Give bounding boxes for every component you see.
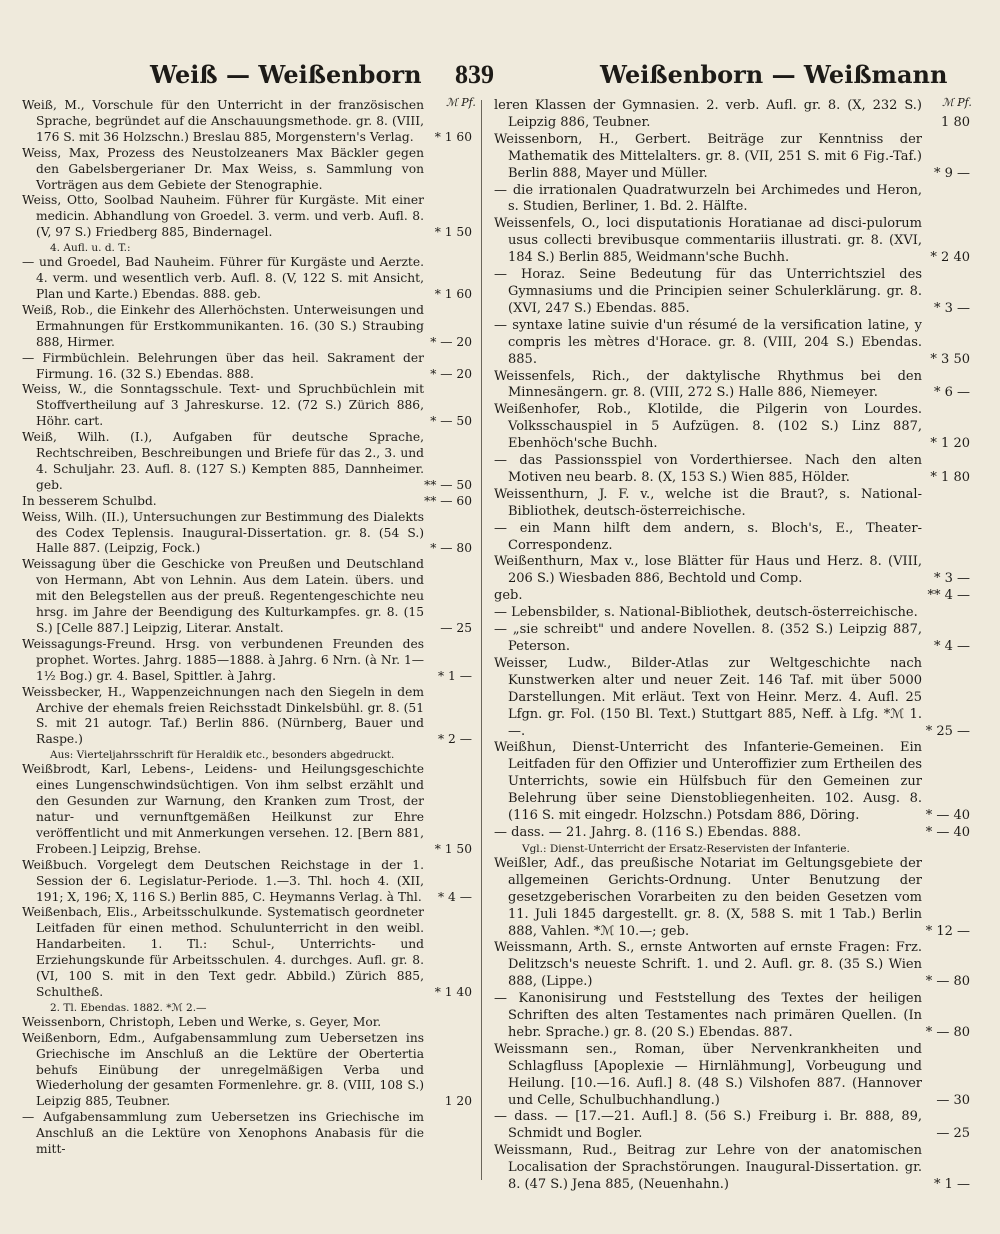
entry-price: * 4 — [933, 639, 970, 654]
entry-price: * 1 50 [434, 841, 472, 856]
header-left-title: Weiß — Weißenborn [150, 60, 422, 89]
bibliography-entry [494, 622, 970, 656]
bibliography-entry [494, 318, 970, 369]
bibliography-entry [22, 762, 472, 857]
bibliography-entry [494, 132, 970, 183]
entry-text: Weiß, Rob., die Einkehr des Allerhöchsten. Unterweisungen und Ermahnungen für Erstkommunikanten. 16. (30 S.) Straubing 888, Hirmer. [22, 302, 424, 349]
bibliography-entry [494, 183, 970, 217]
entry-price: * 9 — [933, 165, 970, 181]
bibliography-entry [22, 1031, 472, 1111]
entry-text: Weißler, Adf., das preußische Notariat im Geltungsgebiete der allgemeinen Gerichts-Ordnung. Unter Benutzung der gesetzgeberischen Vorarbeiten zu den beiden Gesetzen vom 11. Juli 1845 dargestellt. gr. 8. (X, 588 S. mit 1 Tab.) Berlin 888, Vahlen. *ℳ 10.—; geb. [494, 855, 922, 939]
entry-price: * — 20 [430, 366, 472, 381]
entry-price: * 1 — [933, 1177, 970, 1193]
bibliography-entry [494, 369, 970, 403]
left-column [22, 98, 472, 1158]
page-number: 839 [455, 60, 494, 89]
entry-text: — die irrationalen Quadratwurzeln bei Archimedes und Heron, s. Studien, Berliner, 1. Bd. 2. Hälfte. [494, 182, 922, 215]
bibliography-entry [494, 825, 970, 842]
entry-price: * — 80 [925, 974, 970, 990]
entry-text: — Kanonisirung und Feststellung des Textes der heiligen Schriften des alten Testamentes nach primären Quellen. (In hebr. Sprache.) gr. 8. (20 S.) Ebendas. 887. [494, 991, 922, 1040]
entry-price: * 1 50 [434, 225, 472, 240]
entry-price: * 25 — [925, 723, 970, 739]
entry-text: Aus: Vierteljahrsschrift für Heraldik etc., besonders abgedruckt. [50, 749, 395, 762]
bibliography-entry [22, 193, 472, 241]
bibliography-entry [494, 487, 970, 521]
bibliography-entry [22, 494, 472, 510]
entry-price: * 3 50 [930, 351, 970, 367]
entry-price: * 1 — [438, 668, 472, 683]
entry-price: — 25 [936, 1126, 970, 1142]
bibliography-entry [494, 588, 970, 605]
entry-text: Weissenfels, O., loci disputationis Horatianae ad disci-pulorum usus collecti brevibusque commentariis illustrati. gr. 8. (XVI, 184 S.) Berlin 885, Weidmann'sche Buchh. [494, 216, 922, 266]
entry-text: — Aufgabensammlung zum Uebersetzen ins Griechische im Anschluß an die Lektüre von Xenophons Anabasis für die mitt- [22, 1110, 424, 1157]
entry-price: 1 20 [444, 1094, 472, 1109]
entry-text: Weissmann, Arth. S., ernste Antworten auf ernste Fragen: Frz. Delitzsch's neueste Schrift. 1. und 2. Aufl. gr. 8. (35 S.) Wien 888, (Lippe.) [494, 940, 922, 990]
entry-text: Weißbrodt, Karl, Lebens-, Leidens- und Heilungsgeschichte eines Lungenschwindsüchtigen. Von ihm selbst erzählt und den Gesunden zur Warnung, den Kranken zum Trost, der natur- und vernunftgemäßen Heilkunst zur Ehre veröffentlicht und mit Anmerkungen versehen. 12. [Bern 881, Frobeen.] Leipzig, Brehse. [22, 762, 424, 856]
entry-price: * 2 40 [930, 250, 970, 266]
bibliography-entry [494, 1109, 970, 1143]
entry-text: — Lebensbilder, s. National-Bibliothek, deutsch-österreichische. [494, 605, 918, 621]
right-column [494, 98, 970, 1194]
entry-text: Weiss, W., die Sonntagsschule. Text- und Spruchbüchlein mit Stoffvertheilung auf 3 Jahreskurse. 12. (72 S.) Zürich 886, Höhr. cart. [22, 382, 424, 429]
column-divider [481, 100, 482, 1180]
bibliography-entry [22, 98, 472, 146]
entry-text: — Horaz. Seine Bedeutung für das Unterrichtsziel des Gymnasiums und die Principien seiner Schulerklärung. gr. 8. (XVI, 247 S.) Ebendas. 885. [494, 267, 922, 316]
entry-text: — Firmbüchlein. Belehrungen über das heil. Sakrament der Firmung. 16. (32 S.) Ebendas. 888. [22, 350, 424, 381]
entry-text: Weißenborn, Edm., Aufgabensammlung zum Uebersetzen ins Griechische im Anschluß an die Lektüre der Obertertia behufs Einübung der unregelmäßigen Verba und Wiederholung der gesamten Formenlehre. gr. 8. (VIII, 108 S.) Leipzig 885, Teubner. [22, 1030, 424, 1109]
bibliography-entry [22, 430, 472, 494]
entry-price: * 3 — [933, 300, 970, 316]
entry-price: 1 80 [941, 114, 970, 130]
entry-text: — syntaxe latine suivie d'un résumé de la versification latine, y compris les mètres d'Horace. gr. 8. (VIII, 204 S.) Ebendas. 885. [494, 317, 922, 367]
bibliography-entry [494, 402, 970, 453]
entry-price: * — 40 [925, 808, 970, 824]
entry-price: * — 50 [430, 414, 472, 429]
bibliography-entry [22, 382, 472, 430]
bibliography-entry [22, 510, 472, 558]
entry-text: Weiß, Wilh. (I.), Aufgaben für deutsche Sprache, Rechtschreiben, Beschreibungen und Briefe für das 2., 3. und 4. Schuljahr. 23. Aufl. 8. (127 S.) Kempten 885, Dannheimer. geb. [22, 430, 424, 492]
bibliography-entry [494, 856, 970, 941]
bibliography-entry [22, 1110, 472, 1158]
bibliography-entry [22, 858, 472, 906]
entry-text: Weissagung über die Geschicke von Preußen und Deutschland von Hermann, Abt von Lehnin. Aus dem Latein. übers. und mit den Belegstellen aus der preuß. Regentengeschichte neu hrsg. im Jahre der Beendigung des Kulturkampfes. gr. 8. (15 S.) [Celle 887.] Leipzig, Literar. Anstalt. [22, 557, 424, 635]
left-entry-list [22, 98, 472, 1158]
bibliography-entry [494, 1042, 970, 1110]
entry-price: * 1 80 [930, 469, 970, 485]
entry-note [22, 748, 472, 762]
entry-price: * 12 — [925, 923, 970, 939]
bibliography-entry [494, 991, 970, 1042]
bibliography-entry [494, 453, 970, 487]
bibliography-entry [494, 656, 970, 741]
entry-price: ** — 60 [424, 493, 472, 508]
entry-price: * 1 40 [434, 984, 472, 999]
entry-text: leren Klassen der Gymnasien. 2. verb. Aufl. gr. 8. (X, 232 S.) Leipzig 886, Teubner. [494, 98, 922, 130]
entry-price: * 3 — [933, 571, 970, 587]
header-right-title: Weißenborn — Weißmann [600, 60, 948, 89]
bibliography-entry [22, 637, 472, 685]
entry-text: Weiß, M., Vorschule für den Unterricht in der französischen Sprache, begründet auf die Anschauungsmethode. gr. 8. (VIII, 176 S. mit 36 Holzschn.) Breslau 885, Morgenstern's Verlag. [22, 98, 424, 144]
bibliography-entry [22, 351, 472, 383]
currency-unit-right: ℳ Pf. [942, 96, 972, 109]
entry-text: Weißhun, Dienst-Unterricht des Infanterie-Gemeinen. Ein Leitfaden für den Offizier und Unteroffizier zum Ertheilen des Unterrichts, sowie ein Hülfsbuch für den Gemeinen zur Belehrung über seine Dienstobliegenheiten. 102. Ausg. 8. (116 S. mit eingedr. Holzschn.) Potsdam 886, Döring. [494, 740, 922, 824]
entry-text: 4. Aufl. u. d. T.: [50, 242, 131, 255]
bibliography-entry [22, 303, 472, 351]
entry-text: Weißenbach, Elis., Arbeitsschulkunde. Systematisch geordneter Leitfaden für einen method. Schulunterricht in den weibl. Handarbeiten. 1. Tl.: Schul-, Unterrichts- und Erziehungskunde für Arbeitsschulen. 4. durchges. Aufl. gr. 8. (VI, 100 S. mit in den Text gedr. Abbild.) Zürich 885, Schultheß. [22, 905, 424, 999]
entry-text: 2. Tl. Ebendas. 1882. *ℳ 2.— [50, 1001, 207, 1014]
entry-text: Vgl.: Dienst-Unterricht der Ersatz-Reservisten der Infanterie. [522, 842, 850, 855]
entry-text: Weissmann, Rud., Beitrag zur Lehre von der anatomischen Localisation der Sprachstörungen. Inaugural-Dissertation. gr. 8. (47 S.) Jena 885, (Neuenhahn.) [494, 1143, 922, 1193]
entry-text: — dass. — 21. Jahrg. 8. (116 S.) Ebendas. 888. [494, 824, 802, 840]
bibliography-entry [22, 1015, 472, 1031]
bibliography-entry [494, 1143, 970, 1194]
page-header [0, 60, 1000, 96]
entry-text: — das Passionsspiel von Vorderthiersee. Nach den alten Motiven neu bearb. 8. (X, 153 S.) Wien 885, Hölder. [494, 453, 922, 485]
entry-price: ** — 50 [424, 477, 472, 492]
bibliography-entry [22, 255, 472, 303]
entry-text: Weissmann sen., Roman, über Nervenkrankheiten und Schlagfluss [Apoplexie — Hirnlähmung], Vorbeugung und Heilung. [10.—16. Aufl.] 8. (48 S.) Vilshofen 887. (Hannover und Celle, Schulbuchhandlung.) [494, 1041, 922, 1108]
bibliography-entry [494, 605, 970, 622]
entry-price: * 1 60 [434, 286, 472, 301]
entry-text: geb. [494, 588, 523, 604]
entry-text: Weiss, Wilh. (II.), Untersuchungen zur Bestimmung des Dialekts des Codex Teplensis. Inaugural-Dissertation. gr. 8. (54 S.) Halle 887. (Leipzig, Fock.) [22, 509, 424, 556]
entry-text: Weissbecker, H., Wappenzeichnungen nach den Siegeln in dem Archive der ehemals freien Reichsstadt Dinkelsbühl. gr. 8. (51 S. mit 21 autogr. Taf.) Berlin 886. (Nürnberg, Bauer und Raspe.) [22, 684, 424, 747]
entry-text: Weissagungs-Freund. Hrsg. von verbundenen Freunden des prophet. Wortes. Jahrg. 1885—1888. à Jahrg. 6 Nrn. (à Nr. 1—1½ Bog.) gr. 4. Basel, Spittler. à Jahrg. [22, 636, 424, 683]
entry-text: Weißenthurn, Max v., lose Blätter für Haus und Herz. 8. (VIII, 206 S.) Wiesbaden 886, Bechtold und Comp. [494, 554, 922, 587]
entry-text: — ein Mann hilft dem andern, s. Bloch's, E., Theater-Correspondenz. [494, 520, 922, 553]
entry-text: Weissenthurn, J. F. v., welche ist die Braut?, s. National-Bibliothek, deutsch-österreichische. [494, 486, 922, 519]
entry-text: Weißenhofer, Rob., Klotilde, die Pilgerin von Lourdes. Volksschauspiel in 5 Aufzügen. 8. (102 S.) Linz 887, Ebenhöch'sche Buchh. [494, 402, 922, 452]
entry-note [22, 1001, 472, 1015]
right-entry-list [494, 98, 970, 1194]
entry-price: — 30 [936, 1092, 970, 1108]
entry-price: * — 80 [430, 541, 472, 556]
entry-note [494, 842, 970, 856]
entry-text: Weißbuch. Vorgelegt dem Deutschen Reichstage in der 1. Session der 6. Legislatur-Periode. 1.—3. Thl. hoch 4. (XII, 191; X, 196; X, 116 S.) Berlin 885, C. Heymanns Verlag. à Thl. [22, 857, 424, 904]
entry-text: Weissenfels, Rich., der daktylische Rhythmus bei den Minnesängern. gr. 8. (VIII, 272 S.) Halle 886, Niemeyer. [494, 368, 922, 401]
entry-price: * 1 60 [434, 129, 472, 144]
entry-text: — und Groedel, Bad Nauheim. Führer für Kurgäste und Aerzte. 4. verm. und wesentlich verb. Aufl. 8. (V, 122 S. mit Ansicht, Plan und Karte.) Ebendas. 888. geb. [22, 255, 424, 301]
entry-price: * 2 — [438, 732, 472, 747]
bibliography-entry [22, 146, 472, 194]
entry-text: — „sie schreibt" und andere Novellen. 8. (352 S.) Leipzig 887, Peterson. [494, 622, 922, 654]
bibliography-entry [22, 685, 472, 749]
entry-text: — dass. — [17.—21. Aufl.] 8. (56 S.) Freiburg i. Br. 888, 89, Schmidt und Bogler. [494, 1109, 922, 1142]
entry-price: — 25 [440, 621, 472, 635]
entry-text: Weissenborn, Christoph, Leben und Werke, s. Geyer, Mor. [22, 1014, 382, 1029]
entry-price: * — 80 [925, 1024, 970, 1040]
bibliography-entry [494, 216, 970, 267]
bibliography-entry [494, 267, 970, 318]
bibliography-entry [494, 554, 970, 588]
bibliography-entry [22, 905, 472, 1000]
entry-text: In besserem Schulbd. [22, 493, 157, 508]
entry-note [22, 241, 472, 255]
bibliography-entry [22, 557, 472, 637]
bibliography-entry [494, 740, 970, 825]
entry-price: * 1 20 [930, 436, 970, 452]
entry-price: * — 40 [925, 824, 970, 840]
entry-price: * — 20 [430, 334, 472, 349]
entry-text: Weisser, Ludw., Bilder-Atlas zur Weltgeschichte nach Kunstwerken alter und neuer Zeit. 146 Taf. mit über 5000 Darstellungen. Mit erläut. Text von Heinr. Merz. 4. Aufl. 25 Lfgn. gr. Fol. (150 Bl. Text.) Stuttgart 885, Neff. à Lfg. *ℳ 1.—. [494, 655, 922, 739]
entry-price: ** 4 — [927, 588, 970, 604]
entry-text: Weiss, Otto, Soolbad Nauheim. Führer für Kurgäste. Mit einer medicin. Abhandlung von Groedel. 3. verm. und verb. Aufl. 8. (V, 97 S.) Friedberg 885, Bindernagel. [22, 193, 424, 240]
bibliography-entry [494, 940, 970, 991]
entry-text: Weissenborn, H., Gerbert. Beiträge zur Kenntniss der Mathematik des Mittelalters. gr. 8. (VII, 251 S. mit 6 Fig.-Taf.) Berlin 888, Mayer und Müller. [494, 131, 922, 181]
entry-price: * 6 — [933, 385, 970, 401]
currency-unit-left: ℳ Pf. [446, 96, 476, 109]
bibliography-entry [494, 98, 970, 132]
entry-price: * 4 — [438, 889, 472, 904]
bibliography-entry [494, 521, 970, 555]
entry-text: Weiss, Max, Prozess des Neustolzeaners Max Bäckler gegen den Gabelsbergerianer Dr. Max Weiss, s. Sammlung von Vorträgen aus dem Gebiete der Stenographie. [22, 145, 424, 192]
